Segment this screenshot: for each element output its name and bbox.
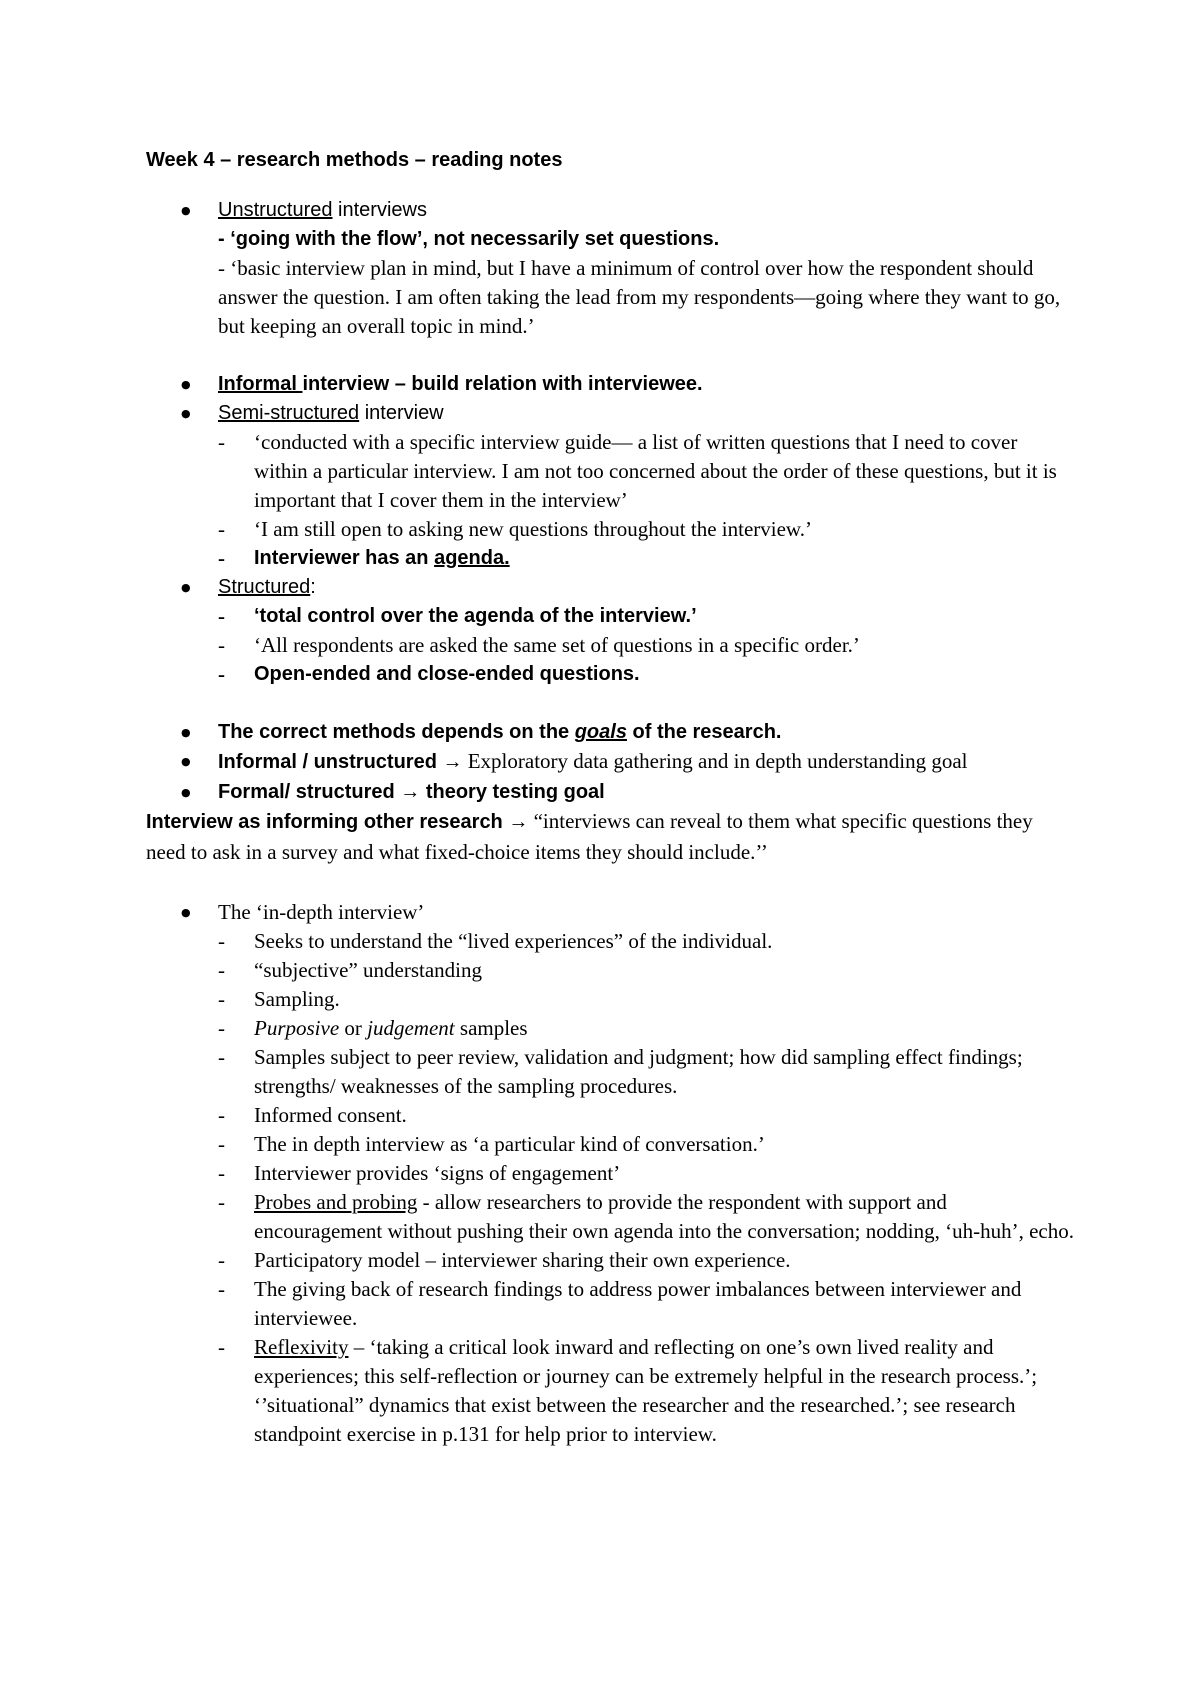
structured-notes [218,602,1076,689]
note-open-to-new-questions: - ‘I am still open to asking new questions throughout the interview.’ [218,515,1076,544]
term-agenda: agenda. [434,547,510,569]
note-total-control: - ‘total control over the agenda of the interview.’ [218,602,1076,631]
note-participatory-model: - Participatory model – interviewer sharing their own experience. [218,1246,1076,1275]
note-giving-back: - The giving back of research findings to address power imbalances between interviewer and interviewee. [218,1275,1076,1333]
bullet-formal-structured: ● Formal/ structured → theory testing goal [146,778,1076,807]
note-peer-review: - Samples subject to peer review, validation and judgment; how did sampling effect findings; strengths/ weaknesses of the sampling procedures. [218,1043,1076,1101]
bullet-structured: ● Structured: - ‘total control over the agenda of the interview.’ - ‘All respondents are asked the same set of questions in a specific order.’ - Open-ended and close-ended questions. [146,573,1076,689]
term-informal: Informal [218,373,303,395]
arrow-right-icon: → [508,811,529,833]
bullet-list-interview-types [146,196,1076,341]
note-informed-consent: - Informed consent. [218,1101,1076,1130]
spacer [146,869,1076,898]
spacer [146,689,1076,718]
spacer [146,341,1076,370]
document-body [146,145,1076,1449]
bullet-informal-unstructured: ● Informal / unstructured → Exploratory data gathering and in depth understanding goal [146,747,1076,778]
page-title: Week 4 – research methods – reading notes [146,149,563,171]
term-unstructured: Unstructured [218,199,333,221]
term-probes: Probes and probing [254,1190,418,1214]
note-purposive-samples: - Purposive or judgement samples [218,1014,1076,1043]
bullet-list-goals [146,718,1076,807]
paragraph-informing-research: Interview as informing other research → “interviews can reveal to them what specific questions they need to ask in a survey and what fixed-choice items they should include.’’ [146,809,1033,864]
note-lived-experiences: - Seeks to understand the “lived experiences” of the individual. [218,927,1076,956]
note-going-with-flow: - ‘going with the flow’, not necessarily set questions. [218,228,720,250]
note-same-questions: - ‘All respondents are asked the same set of questions in a specific order.’ [218,631,1076,660]
bullet-in-depth-interview [146,898,1076,1449]
bullet-list-interview-types-2 [146,370,1076,689]
note-basic-plan: - ‘basic interview plan in mind, but I have a minimum of control over how the respondent should answer the question. I am often taking the lead from my respondents—going where they want to go, but keeping an overall topic in mind.’ [218,256,1061,338]
note-agenda: - Interviewer has an agenda. [218,544,1076,573]
note-reflexivity: - Reflexivity – ‘taking a critical look inward and reflecting on one’s own lived reality and experiences; this self-reflection or journey can be extremely helpful in the research process.’; ‘’situational” dynamics that exist between the researcher and the researched.’; see research standpoint exercise in p.131 for help prior to interview. [218,1333,1076,1449]
note-probes: - Probes and probing - allow researchers to provide the respondent with support and encouragement without pushing their own agenda into the conversation; nodding, ‘uh-huh’, echo. [218,1188,1076,1246]
bullet-informal: ● Informal interview – build relation with interviewee. [146,370,1076,399]
term-structured: Structured [218,576,311,598]
bullet-unstructured: ● Unstructured interviews - ‘going with the flow’, not necessarily set questions. - ‘basic interview plan in mind, but I have a minimum of control over how the respondent should answer the question. I am often taking the lead from my respondents—going where they want to go, but keeping an overall topic in mind.’ [146,196,1076,341]
term-goals: goals [574,721,627,743]
semi-structured-notes [218,428,1076,573]
in-depth-notes [218,927,1076,1449]
note-subjective: - “subjective” understanding [218,956,1076,985]
bullet-list-in-depth [146,898,1076,1449]
arrow-right-icon: → [442,751,463,773]
arrow-right-icon: → [400,781,421,803]
note-signs-of-engagement: - Interviewer provides ‘signs of engagement’ [218,1159,1076,1188]
bullet-correct-methods: ● The correct methods depends on the goals of the research. [146,718,1076,747]
note-sampling: - Sampling. [218,985,1076,1014]
note-conversation: - The in depth interview as ‘a particular kind of conversation.’ [218,1130,1076,1159]
term-semi-structured: Semi-structured [218,402,360,424]
bullet-semi-structured: ● Semi-structured interview - ‘conducted with a specific interview guide— a list of written questions that I need to cover within a particular interview. I am not too concerned about the order of these questions, but it is important that I cover them in the interview’ - ‘I am still open to asking new questions throughout the interview.’ - Interviewer has an agenda. [146,399,1076,573]
term-reflexivity: Reflexivity [254,1335,349,1359]
note-interview-guide: - ‘conducted with a specific interview guide— a list of written questions that I need to cover within a particular interview. I am not too concerned about the order of these questions, but it is important that I cover them in the interview’ [218,428,1076,515]
in-depth-heading: ● The ‘in-depth interview’ [218,900,425,924]
note-open-close-ended: - Open-ended and close-ended questions. [218,660,1076,689]
